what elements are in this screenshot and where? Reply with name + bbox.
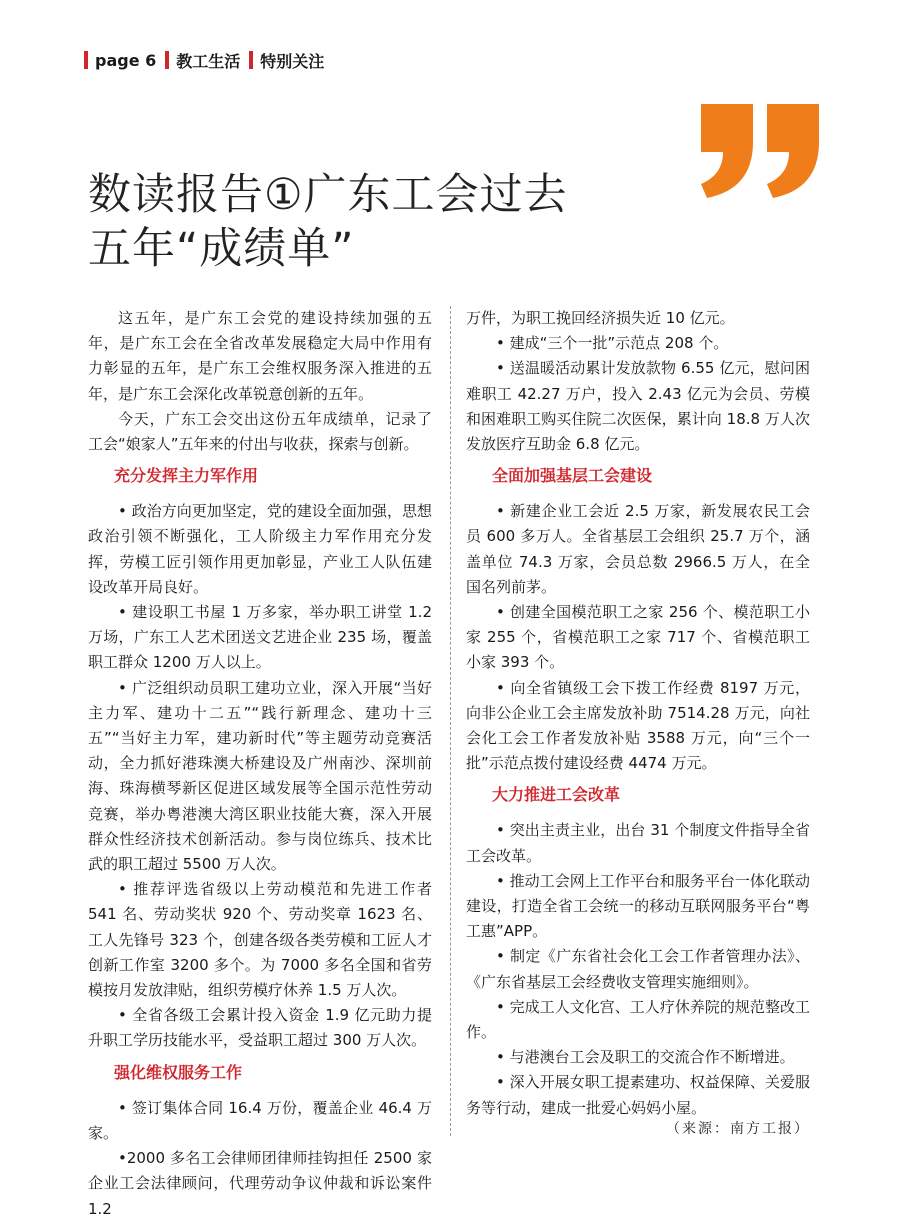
header-bar	[165, 51, 169, 69]
section-heading: 全面加强基层工会建设	[492, 466, 653, 486]
continued-text: 万件，为职工挽回经济损失近 10 亿元。	[466, 309, 735, 327]
left-column	[88, 306, 432, 1222]
bullet-item: • 建成“三个一批”示范点 208 个。	[496, 334, 729, 353]
title-line: 数读报告①广东工会过去	[88, 170, 568, 220]
bullet-item: • 送温暖活动累计发放款物 6.55 亿元，慰问困难职工 42.27 万户，投入 2.43 亿元为会员、劳模和困难职工购买住院二次医保，累计向 18.8 万人次发放医疗互助金 6.8 亿元。	[466, 359, 810, 454]
section-heading: 充分发挥主力军作用	[114, 466, 259, 486]
closing-quote-icon	[697, 104, 823, 198]
bullet-item: • 全省各级工会累计投入资金 1.9 亿元助力提升职工学历技能水平，受益职工超过 300 万人次。	[88, 1006, 432, 1050]
bullet-item: • 推动工会网上工作平台和服务平台一体化联动建设，打造全省工会统一的移动互联网服务平台“粤工惠”APP。	[466, 871, 810, 941]
bullet-item: • 新建企业工会近 2.5 万家，新发展农民工会员 600 多万人。全省基层工会组织 25.7 万个，涵盖单位 74.3 万家，会员总数 2966.5 万人，在全国名列前茅。	[466, 502, 810, 596]
section-heading: 大力推进工会改革	[492, 785, 621, 805]
section-name: 教工生活	[176, 51, 241, 71]
bullet-item: • 深入开展女职工提素建功、权益保障、关爱服务等行动，建成一批爱心妈妈小屋。	[466, 1073, 810, 1117]
right-column	[466, 306, 810, 1121]
page-number: page 6	[95, 50, 157, 70]
header-bar	[84, 51, 88, 69]
bullet-item: • 创建全国模范职工之家 256 个、模范职工小家 255 个，省模范职工之家 717 个、省模范职工小家 393 个。	[466, 603, 810, 672]
bullet-item: • 签订集体合同 16.4 万份，覆盖企业 46.4 万家。	[88, 1098, 432, 1142]
bullet-item: • 与港澳台工会及职工的交流合作不断增进。	[496, 1048, 795, 1067]
section-heading: 强化维权服务工作	[114, 1062, 243, 1082]
page-title	[88, 168, 688, 276]
title-line: 五年“成绩单”	[88, 224, 355, 274]
bullet-item: • 制定《广东省社会化工会工作者管理办法》、《广东省基层工会经费收支管理实施细则》。	[466, 947, 810, 991]
quote-mark-right	[767, 104, 819, 198]
column-divider	[450, 306, 451, 1136]
intro-paragraph: 这五年，是广东工会党的建设持续加强的五年，是广东工会在全省改革发展稳定大局中作用有力彰显的五年，是广东工会维权服务深入推进的五年，是广东工会深化改革锐意创新的五年。	[88, 309, 432, 403]
quote-mark-left	[701, 104, 753, 198]
bullet-item: • 广泛组织动员职工建功立业，深入开展“当好主力军、建功十二五”“践行新理念、建功十三五”“当好主力军，建功新时代”等主题劳动竞赛活动，全力抓好港珠澳大桥建设及广州南沙、深圳前海、珠海横琴新区促进区域发展等全国示范性劳动竞赛，举办粤港澳大湾区职业技能大赛，深入开展群众性经济技术创新活动。参与岗位练兵、技术比武的职工超过 5500 万人次。	[88, 678, 432, 874]
subsection-name: 特别关注	[260, 51, 325, 71]
bullet-item: • 政治方向更加坚定，党的建设全面加强，思想政治引领不断强化，工人阶级主力军作用充分发挥，劳模工匠引领作用更加彰显，产业工人队伍建设改革开局良好。	[88, 502, 432, 596]
source-credit: （来源：南方工报）	[666, 1121, 810, 1137]
header-bar	[249, 51, 253, 69]
bullet-item: • 完成工人文化宫、工人疗休养院的规范整改工作。	[466, 997, 810, 1042]
bullet-item: • 向全省镇级工会下拨工作经费 8197 万元，向非公企业工会主席发放补助 7514.28 万元，向社会化工会工作者发放补贴 3588 万元，向“三个一批”示范点拨付建设经费 4474 万元。	[466, 678, 810, 773]
bullet-item: •2000 多名工会律师团律师挂钩担任 2500 家企业工会法律顾问，代理劳动争议仲裁和诉讼案件 1.2	[88, 1149, 432, 1218]
bullet-item: • 推荐评选省级以上劳动模范和先进工作者 541 名、劳动奖状 920 个、劳动奖章 1623 名、工人先锋号 323 个，创建各级各类劳模和工匠人才创新工作室 3200 多个。为 7000 多名全国和省劳模按月发放津贴，组织劳模疗休养 1.5 万人次。	[88, 880, 432, 1000]
page-header	[84, 48, 333, 72]
intro-paragraph: 今天，广东工会交出这份五年成绩单，记录了工会“娘家人”五年来的付出与收获，探索与创新。	[88, 409, 432, 454]
bullet-item: • 突出主责主业，出台 31 个制度文件指导全省工会改革。	[466, 821, 810, 865]
bullet-item: • 建设职工书屋 1 万多家，举办职工讲堂 1.2 万场，广东工人艺术团送文艺进企业 235 场，覆盖职工群众 1200 万人以上。	[88, 603, 432, 672]
